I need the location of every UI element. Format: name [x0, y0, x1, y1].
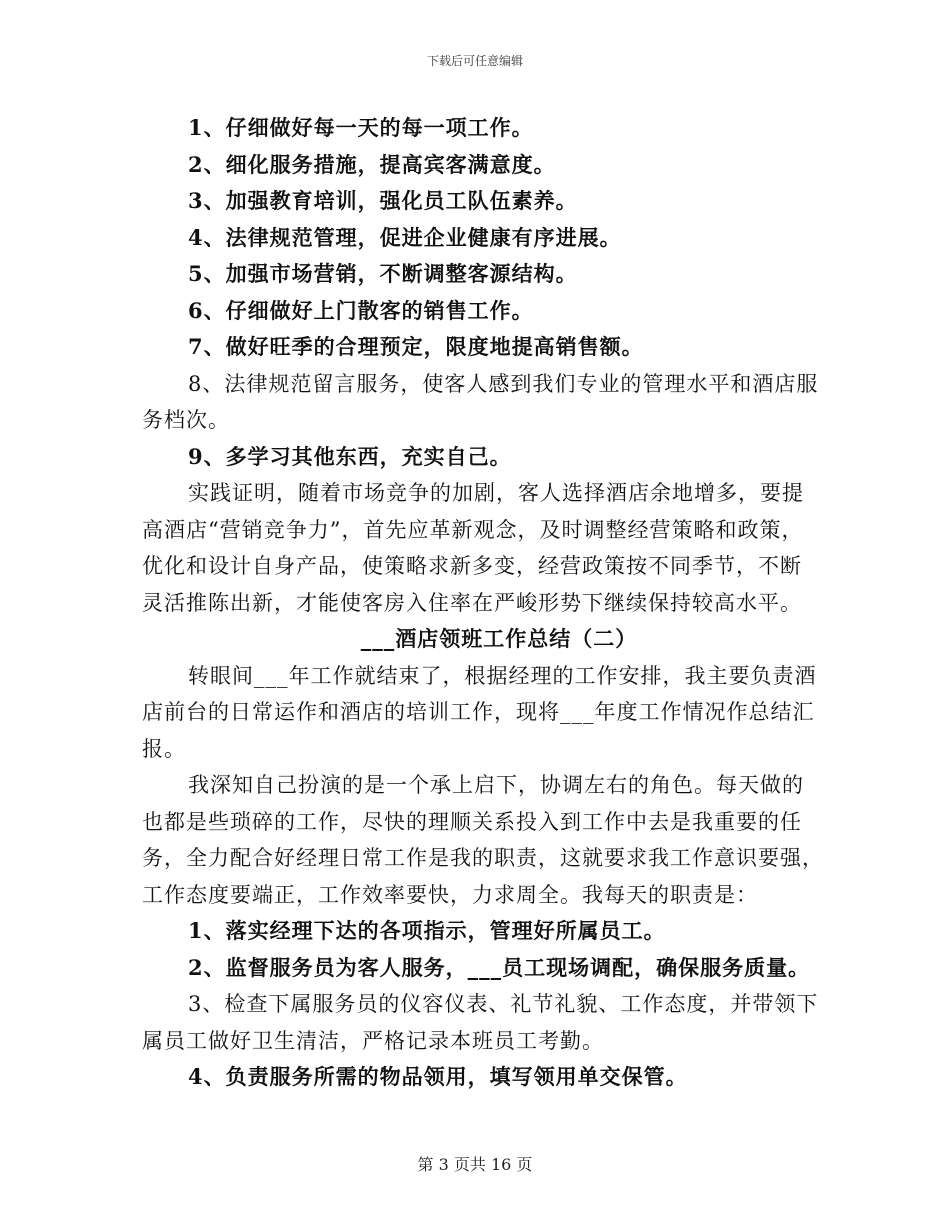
- list-item: 3、加强教育培训，强化员工队伍素养。: [188, 188, 578, 213]
- paragraph-line: 务档次。: [142, 408, 230, 432]
- paragraph-line: 店前台的日常运作和酒店的培训工作，现将___年度工作情况作总结汇: [142, 700, 815, 724]
- list-item: 1、仔细做好每一天的每一项工作。: [188, 115, 534, 140]
- list-item: 7、做好旺季的合理预定，限度地提高销售额。: [188, 334, 644, 359]
- paragraph-line: 报。: [142, 736, 186, 761]
- paragraph-line: 工作态度要端正，工作效率要快，力求周全。我每天的职责是：: [142, 882, 758, 907]
- list-item: 2、细化服务措施，提高宾客满意度。: [188, 151, 556, 177]
- list-item: 9、多学习其他东西，充实自己。: [188, 443, 512, 469]
- list-item: 1、落实经理下达的各项指示，管理好所属员工。: [188, 918, 666, 943]
- section-title: ___酒店领班工作总结（二）: [360, 626, 638, 651]
- list-item: 6、仔细做好上门散客的销售工作。: [188, 297, 534, 323]
- list-item: 2、监督服务员为客人服务，___员工现场调配，确保服务质量。: [188, 954, 811, 980]
- document-body: [142, 110, 824, 1096]
- paragraph-line: 实践证明，随着市场竞争的加剧，客人选择酒店余地增多，要提: [188, 481, 804, 505]
- paragraph-line: 属员工做好卫生清洁，严格记录本班员工考勤。: [142, 1028, 604, 1053]
- page-footer: 第 3 页共 16 页: [417, 1155, 533, 1174]
- paragraph-line: 务，全力配合好经理日常工作是我的职责，这就要求我工作意识要强，: [142, 846, 824, 870]
- paragraph-line: 8、法律规范留言服务，使客人感到我们专业的管理水平和酒店服: [188, 371, 819, 396]
- paragraph-line: 也都是些琐碎的工作，尽快的理顺关系投入到工作中去是我重要的任: [142, 809, 802, 834]
- list-item: 5、加强市场营销，不断调整客源结构。: [188, 261, 578, 286]
- paragraph-line: 3、检查下属服务员的仪容仪表、礼节礼貌、工作态度，并带领下: [188, 992, 819, 1016]
- list-item: 4、法律规范管理，促进企业健康有序进展。: [188, 224, 622, 250]
- paragraph-line: 我深知自己扮演的是一个承上启下，协调左右的角色。每天做的: [188, 773, 804, 797]
- paragraph-line: 转眼间___年工作就结束了，根据经理的工作安排，我主要负责酒: [188, 663, 817, 688]
- page-header: 下载后可任意编辑: [426, 54, 523, 68]
- paragraph-line: 优化和设计自身产品，使策略求新多变，经营政策按不同季节，不断: [142, 554, 802, 578]
- paragraph-line: 灵活推陈出新，才能使客房入住率在严峻形势下继续保持较高水平。: [142, 590, 802, 615]
- paragraph-line: 高酒店“营销竞争力”，首先应革新观念，及时调整经营策略和政策，: [142, 517, 804, 542]
- list-item: 4、负责服务所需的物品领用，填写领用单交保管。: [188, 1064, 688, 1089]
